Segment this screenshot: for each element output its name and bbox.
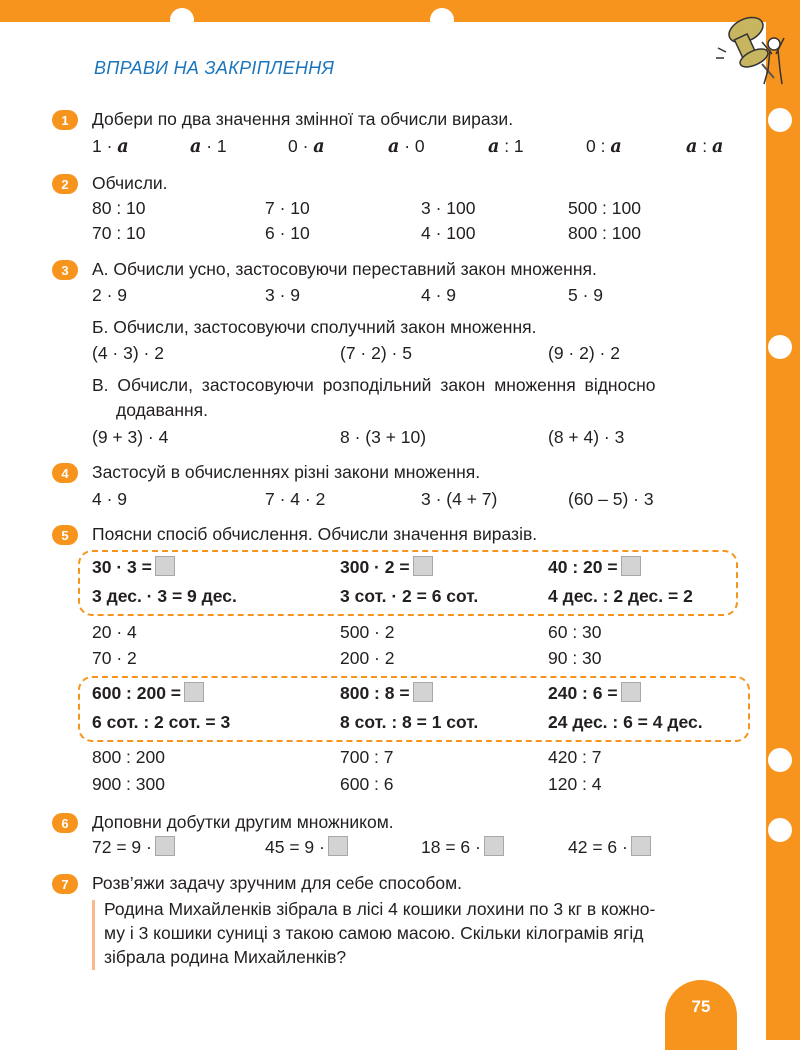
ex5-item: 120 : 4 xyxy=(548,774,602,794)
exercise-3c-title-cont: додавання. xyxy=(116,400,209,420)
exercise-4-badge: 4 xyxy=(52,463,78,483)
answer-box[interactable] xyxy=(155,836,175,856)
ex5-item: 900 : 300 xyxy=(92,774,165,794)
ex4-item: 7 · 4 · 2 xyxy=(265,489,326,509)
exercise-3a-title: А. Обчисли усно, застосовуючи переставний закон множення. xyxy=(92,259,597,279)
problem-text-line: му і 3 кошики суниці з такою самою масою. Скільки кілограмів ягід xyxy=(104,923,644,943)
ex4-item: 4 · 9 xyxy=(92,489,128,509)
example-hint: 24 дес. : 6 = 4 дес. xyxy=(548,712,703,732)
exercise-1-title: Добери по два значення змінної та обчисли вирази. xyxy=(92,109,514,129)
example-equation: 300 · 2 = xyxy=(340,556,433,578)
ex2-item: 500 : 100 xyxy=(568,198,641,218)
page-number: 75 xyxy=(665,980,737,1050)
ex1-item: a : a xyxy=(686,136,724,157)
example-equation: 240 : 6 = xyxy=(548,682,641,704)
ex5-item: 420 : 7 xyxy=(548,747,602,767)
ex5-item: 700 : 7 xyxy=(340,747,394,767)
pushpin-mascot-icon xyxy=(712,8,792,88)
ex6-item: 18 = 6 · xyxy=(421,836,504,858)
example-hint: 6 сот. : 2 сот. = 3 xyxy=(92,712,231,732)
answer-box[interactable] xyxy=(184,682,204,702)
right-orange-bar xyxy=(766,0,800,1040)
exercise-3c-title: В. Обчисли, застосовуючи розподільний закон множення відносно xyxy=(92,375,656,395)
problem-text-line: зібрала родина Михайленків? xyxy=(104,947,347,967)
exercise-7-badge: 7 xyxy=(52,874,78,894)
answer-box[interactable] xyxy=(155,556,175,576)
exercise-5-badge: 5 xyxy=(52,525,78,545)
ex3b-item: (7 · 2) · 5 xyxy=(340,343,412,363)
page-title: ВПРАВИ НА ЗАКРІПЛЕННЯ xyxy=(94,58,335,78)
example-hint: 8 сот. : 8 = 1 сот. xyxy=(340,712,479,732)
ex1-item: 0 : a xyxy=(586,136,622,157)
top-notch xyxy=(430,8,454,32)
example-equation: 30 · 3 = xyxy=(92,556,175,578)
example-equation: 600 : 200 = xyxy=(92,682,204,704)
ex3b-item: (9 · 2) · 2 xyxy=(548,343,620,363)
example-equation: 40 : 20 = xyxy=(548,556,641,578)
exercise-5-title: Поясни спосіб обчислення. Обчисли значення виразів. xyxy=(92,524,538,544)
ex3c-item: (9 + 3) · 4 xyxy=(92,427,169,447)
exercise-7-title: Розв’яжи задачу зручним для себе способом. xyxy=(92,873,463,893)
answer-box[interactable] xyxy=(631,836,651,856)
answer-box[interactable] xyxy=(413,682,433,702)
answer-box[interactable] xyxy=(621,556,641,576)
ex5-item: 800 : 200 xyxy=(92,747,165,767)
ex3a-item: 2 · 9 xyxy=(92,285,128,305)
ex3c-item: 8 · (3 + 10) xyxy=(340,427,427,447)
ex2-item: 4 · 100 xyxy=(421,223,476,243)
ex2-item: 6 · 10 xyxy=(265,223,310,243)
example-hint: 3 сот. · 2 = 6 сот. xyxy=(340,586,479,606)
example-equation: 800 : 8 = xyxy=(340,682,433,704)
side-notch xyxy=(768,335,792,359)
ex4-item: (60 – 5) · 3 xyxy=(568,489,654,509)
exercise-3b-title: Б. Обчисли, застосовуючи сполучний закон множення. xyxy=(92,317,537,337)
top-notch xyxy=(170,8,194,32)
ex5-item: 90 : 30 xyxy=(548,648,602,668)
answer-box[interactable] xyxy=(328,836,348,856)
ex1-item: a · 0 xyxy=(388,136,425,157)
ex1-item: a · 1 xyxy=(190,136,227,157)
exercise-2-badge: 2 xyxy=(52,174,78,194)
ex3a-item: 5 · 9 xyxy=(568,285,604,305)
example-hint: 3 дес. · 3 = 9 дес. xyxy=(92,586,237,606)
problem-text-line: Родина Михайленків зібрала в лісі 4 кошики лохини по 3 кг в кожно- xyxy=(104,899,656,919)
exercise-3-badge: 3 xyxy=(52,260,78,280)
ex5-item: 600 : 6 xyxy=(340,774,394,794)
exercise-6-badge: 6 xyxy=(52,813,78,833)
problem-quote-bar xyxy=(92,900,95,970)
ex6-item: 45 = 9 · xyxy=(265,836,348,858)
ex3a-item: 4 · 9 xyxy=(421,285,457,305)
ex1-item: 1 · a xyxy=(92,136,129,157)
ex5-item: 200 · 2 xyxy=(340,648,395,668)
answer-box[interactable] xyxy=(621,682,641,702)
ex4-item: 3 · (4 + 7) xyxy=(421,489,498,509)
ex1-item: a : 1 xyxy=(488,136,524,157)
ex5-item: 60 : 30 xyxy=(548,622,602,642)
top-orange-bar xyxy=(0,0,800,22)
ex2-item: 80 : 10 xyxy=(92,198,146,218)
ex6-item: 72 = 9 · xyxy=(92,836,175,858)
exercise-2-title: Обчисли. xyxy=(92,173,168,193)
side-notch xyxy=(768,108,792,132)
ex5-item: 70 · 2 xyxy=(92,648,137,668)
ex2-item: 70 : 10 xyxy=(92,223,146,243)
ex1-item: 0 · a xyxy=(288,136,325,157)
answer-box[interactable] xyxy=(413,556,433,576)
ex3a-item: 3 · 9 xyxy=(265,285,301,305)
ex5-item: 20 · 4 xyxy=(92,622,137,642)
ex3c-item: (8 + 4) · 3 xyxy=(548,427,625,447)
ex5-item: 500 · 2 xyxy=(340,622,395,642)
exercise-6-title: Доповни добутки другим множником. xyxy=(92,812,394,832)
exercise-4-title: Застосуй в обчисленнях різні закони множення. xyxy=(92,462,481,482)
side-notch xyxy=(768,748,792,772)
exercise-1-badge: 1 xyxy=(52,110,78,130)
answer-box[interactable] xyxy=(484,836,504,856)
ex6-item: 42 = 6 · xyxy=(568,836,651,858)
example-hint: 4 дес. : 2 дес. = 2 xyxy=(548,586,693,606)
ex2-item: 800 : 100 xyxy=(568,223,641,243)
ex2-item: 3 · 100 xyxy=(421,198,476,218)
ex2-item: 7 · 10 xyxy=(265,198,310,218)
side-notch xyxy=(768,818,792,842)
ex3b-item: (4 · 3) · 2 xyxy=(92,343,164,363)
